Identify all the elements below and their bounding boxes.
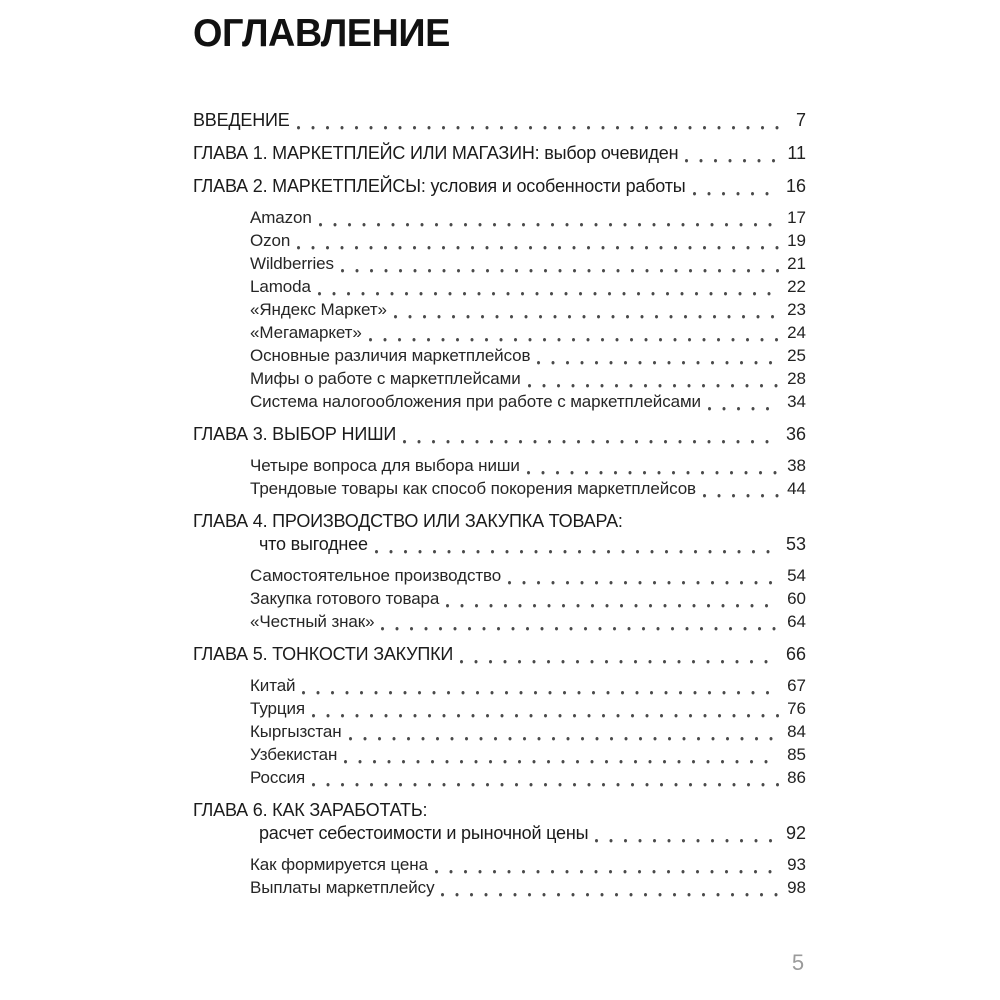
toc-page-number: 25: [787, 346, 806, 365]
toc-entry-label: Мифы о работе с маркетплейсами: [250, 369, 521, 388]
toc-entry: [193, 252, 806, 275]
toc-page-number: 17: [787, 208, 806, 227]
dot-leader: [537, 349, 779, 367]
dot-leader: [435, 858, 779, 876]
toc-entry: [193, 799, 806, 845]
toc-entry: [193, 109, 806, 132]
toc-entry-label: Россия: [250, 768, 306, 787]
dot-leader: [344, 748, 779, 766]
toc-entry-label: Система налогообложения при работе с маркетплейсами: [250, 392, 701, 411]
toc-entry-label: ГЛАВА 1. МАРКЕТПЛЕЙС ИЛИ МАГАЗИН: выбор очевиден: [193, 143, 679, 163]
toc-entry-line: [193, 564, 806, 587]
toc-entry-line: [193, 720, 806, 743]
dot-leader: [403, 428, 779, 446]
toc-entry: [193, 876, 806, 899]
dot-leader: [369, 326, 779, 344]
toc-entry: [193, 142, 806, 165]
toc-entry-line: [193, 853, 806, 876]
toc-entry-label: «Мегамаркет»: [250, 323, 362, 342]
toc-entry-line: [193, 477, 806, 500]
toc-entry: [193, 321, 806, 344]
toc-entry-label: Узбекистан: [250, 745, 338, 764]
toc-entry-label: что выгоднее: [259, 534, 368, 554]
dot-leader: [312, 771, 779, 789]
toc-entry: [193, 853, 806, 876]
dot-leader: [297, 234, 779, 252]
toc-entry-label: Трендовые товары как способ покорения маркетплейсов: [250, 479, 696, 498]
dot-leader: [375, 538, 779, 556]
toc-page-number: 11: [787, 143, 806, 163]
toc-entry: [193, 275, 806, 298]
toc-entry-label: ГЛАВА 6. КАК ЗАРАБОТАТЬ:: [193, 800, 428, 820]
toc-entry-label: «Честный знак»: [250, 612, 375, 631]
dot-leader: [297, 114, 779, 132]
toc-content: [193, 12, 806, 899]
toc-entry-label: Amazon: [250, 208, 312, 227]
toc-entry: [193, 697, 806, 720]
toc-page-number: 92: [785, 823, 806, 843]
toc-entry: [193, 720, 806, 743]
toc-entry-line: [193, 799, 806, 822]
toc-page-number: 67: [787, 676, 806, 695]
toc-entry: [193, 229, 806, 252]
toc-list: [193, 109, 806, 899]
dot-leader: [528, 372, 779, 390]
dot-leader: [341, 257, 779, 275]
dot-leader: [685, 147, 779, 165]
toc-entry-label: Как формируется цена: [250, 855, 428, 874]
toc-entry-line: [193, 533, 806, 556]
toc-entry: [193, 390, 806, 413]
folio-page-number: 5: [791, 950, 805, 975]
toc-entry-line: [193, 643, 806, 666]
toc-entry-line: [193, 344, 806, 367]
toc-page-number: 54: [787, 566, 806, 585]
toc-page-number: 24: [787, 323, 806, 342]
toc-entry-line: [193, 367, 806, 390]
toc-entry-line: [193, 674, 806, 697]
toc-entry-line: [193, 766, 806, 789]
toc-entry-label: ГЛАВА 3. ВЫБОР НИШИ: [193, 424, 397, 444]
toc-entry: [193, 564, 806, 587]
toc-entry-label: Выплаты маркетплейсу: [250, 878, 435, 897]
toc-page-number: 86: [787, 768, 806, 787]
toc-page-number: 85: [787, 745, 806, 764]
toc-entry: [193, 477, 806, 500]
toc-page-number: 7: [795, 110, 806, 130]
dot-leader: [595, 827, 779, 845]
toc-entry-line: [193, 587, 806, 610]
toc-entry-line: [193, 822, 806, 845]
dot-leader: [708, 395, 779, 413]
toc-page-number: 93: [787, 855, 806, 874]
toc-entry-line: [193, 454, 806, 477]
toc-entry-label: расчет себестоимости и рыночной цены: [259, 823, 589, 843]
toc-page-number: 98: [787, 878, 806, 897]
dot-leader: [349, 725, 779, 743]
toc-entry: [193, 674, 806, 697]
dot-leader: [703, 482, 779, 500]
toc-page-number: 76: [787, 699, 806, 718]
toc-page-number: 38: [787, 456, 806, 475]
toc-entry-line: [193, 510, 806, 533]
toc-page-number: 19: [787, 231, 806, 250]
toc-entry-label: Турция: [250, 699, 306, 718]
toc-entry-label: Lamoda: [250, 277, 311, 296]
page-title: ОГЛАВЛЕНИЕ: [193, 12, 450, 55]
toc-entry-line: [193, 142, 806, 165]
dot-leader: [312, 702, 779, 720]
toc-entry: [193, 643, 806, 666]
dot-leader: [693, 180, 780, 198]
toc-page-number: 84: [787, 722, 806, 741]
toc-page-number: 16: [785, 176, 806, 196]
toc-entry-line: [193, 390, 806, 413]
toc-entry-line: [193, 743, 806, 766]
toc-entry-line: [193, 298, 806, 321]
toc-entry-label: Wildberries: [250, 254, 334, 273]
toc-page-number: 66: [785, 644, 806, 664]
toc-page-number: 28: [787, 369, 806, 388]
dot-leader: [318, 280, 779, 298]
toc-entry: [193, 423, 806, 446]
toc-entry-line: [193, 252, 806, 275]
toc-entry: [193, 175, 806, 198]
toc-entry-line: [193, 175, 806, 198]
dot-leader: [460, 648, 779, 666]
toc-page-number: 64: [787, 612, 806, 631]
toc-entry-line: [193, 697, 806, 720]
toc-entry-label: Ozon: [250, 231, 291, 250]
toc-entry: [193, 206, 806, 229]
dot-leader: [381, 615, 779, 633]
toc-entry-label: Самостоятельное производство: [250, 566, 502, 585]
toc-entry-label: «Яндекс Маркет»: [250, 300, 387, 319]
toc-entry-label: ГЛАВА 4. ПРОИЗВОДСТВО ИЛИ ЗАКУПКА ТОВАРА:: [193, 511, 623, 531]
toc-entry-line: [193, 321, 806, 344]
dot-leader: [441, 881, 779, 899]
toc-entry-line: [193, 229, 806, 252]
toc-page-number: 44: [787, 479, 806, 498]
toc-page-number: 34: [787, 392, 806, 411]
dot-leader: [527, 459, 779, 477]
toc-page-number: 36: [785, 424, 806, 444]
toc-entry-label: Китай: [250, 676, 296, 695]
toc-entry-label: ГЛАВА 5. ТОНКОСТИ ЗАКУПКИ: [193, 644, 454, 664]
toc-page-number: 23: [787, 300, 806, 319]
toc-entry: [193, 454, 806, 477]
toc-page-number: 22: [787, 277, 806, 296]
dot-leader: [394, 303, 779, 321]
toc-entry: [193, 743, 806, 766]
toc-entry: [193, 367, 806, 390]
dot-leader: [319, 211, 779, 229]
toc-entry: [193, 298, 806, 321]
toc-entry: [193, 766, 806, 789]
toc-entry-label: Закупка готового товара: [250, 589, 440, 608]
toc-page-number: 53: [785, 534, 806, 554]
toc-entry-label: ВВЕДЕНИЕ: [193, 110, 290, 130]
toc-entry-line: [193, 109, 806, 132]
toc-entry-line: [193, 206, 806, 229]
toc-page-number: 21: [787, 254, 806, 273]
toc-entry-label: Основные различия маркетплейсов: [250, 346, 531, 365]
toc-entry-line: [193, 423, 806, 446]
toc-entry-line: [193, 876, 806, 899]
toc-page-number: 60: [787, 589, 806, 608]
dot-leader: [508, 569, 779, 587]
toc-entry: [193, 610, 806, 633]
toc-entry-label: ГЛАВА 2. МАРКЕТПЛЕЙСЫ: условия и особенности работы: [193, 176, 686, 196]
toc-entry: [193, 510, 806, 556]
toc-entry-label: Кыргызстан: [250, 722, 342, 741]
toc-entry: [193, 344, 806, 367]
toc-entry: [193, 587, 806, 610]
toc-entry-label: Четыре вопроса для выбора ниши: [250, 456, 520, 475]
dot-leader: [302, 679, 779, 697]
toc-entry-line: [193, 275, 806, 298]
dot-leader: [446, 592, 779, 610]
toc-entry-line: [193, 610, 806, 633]
